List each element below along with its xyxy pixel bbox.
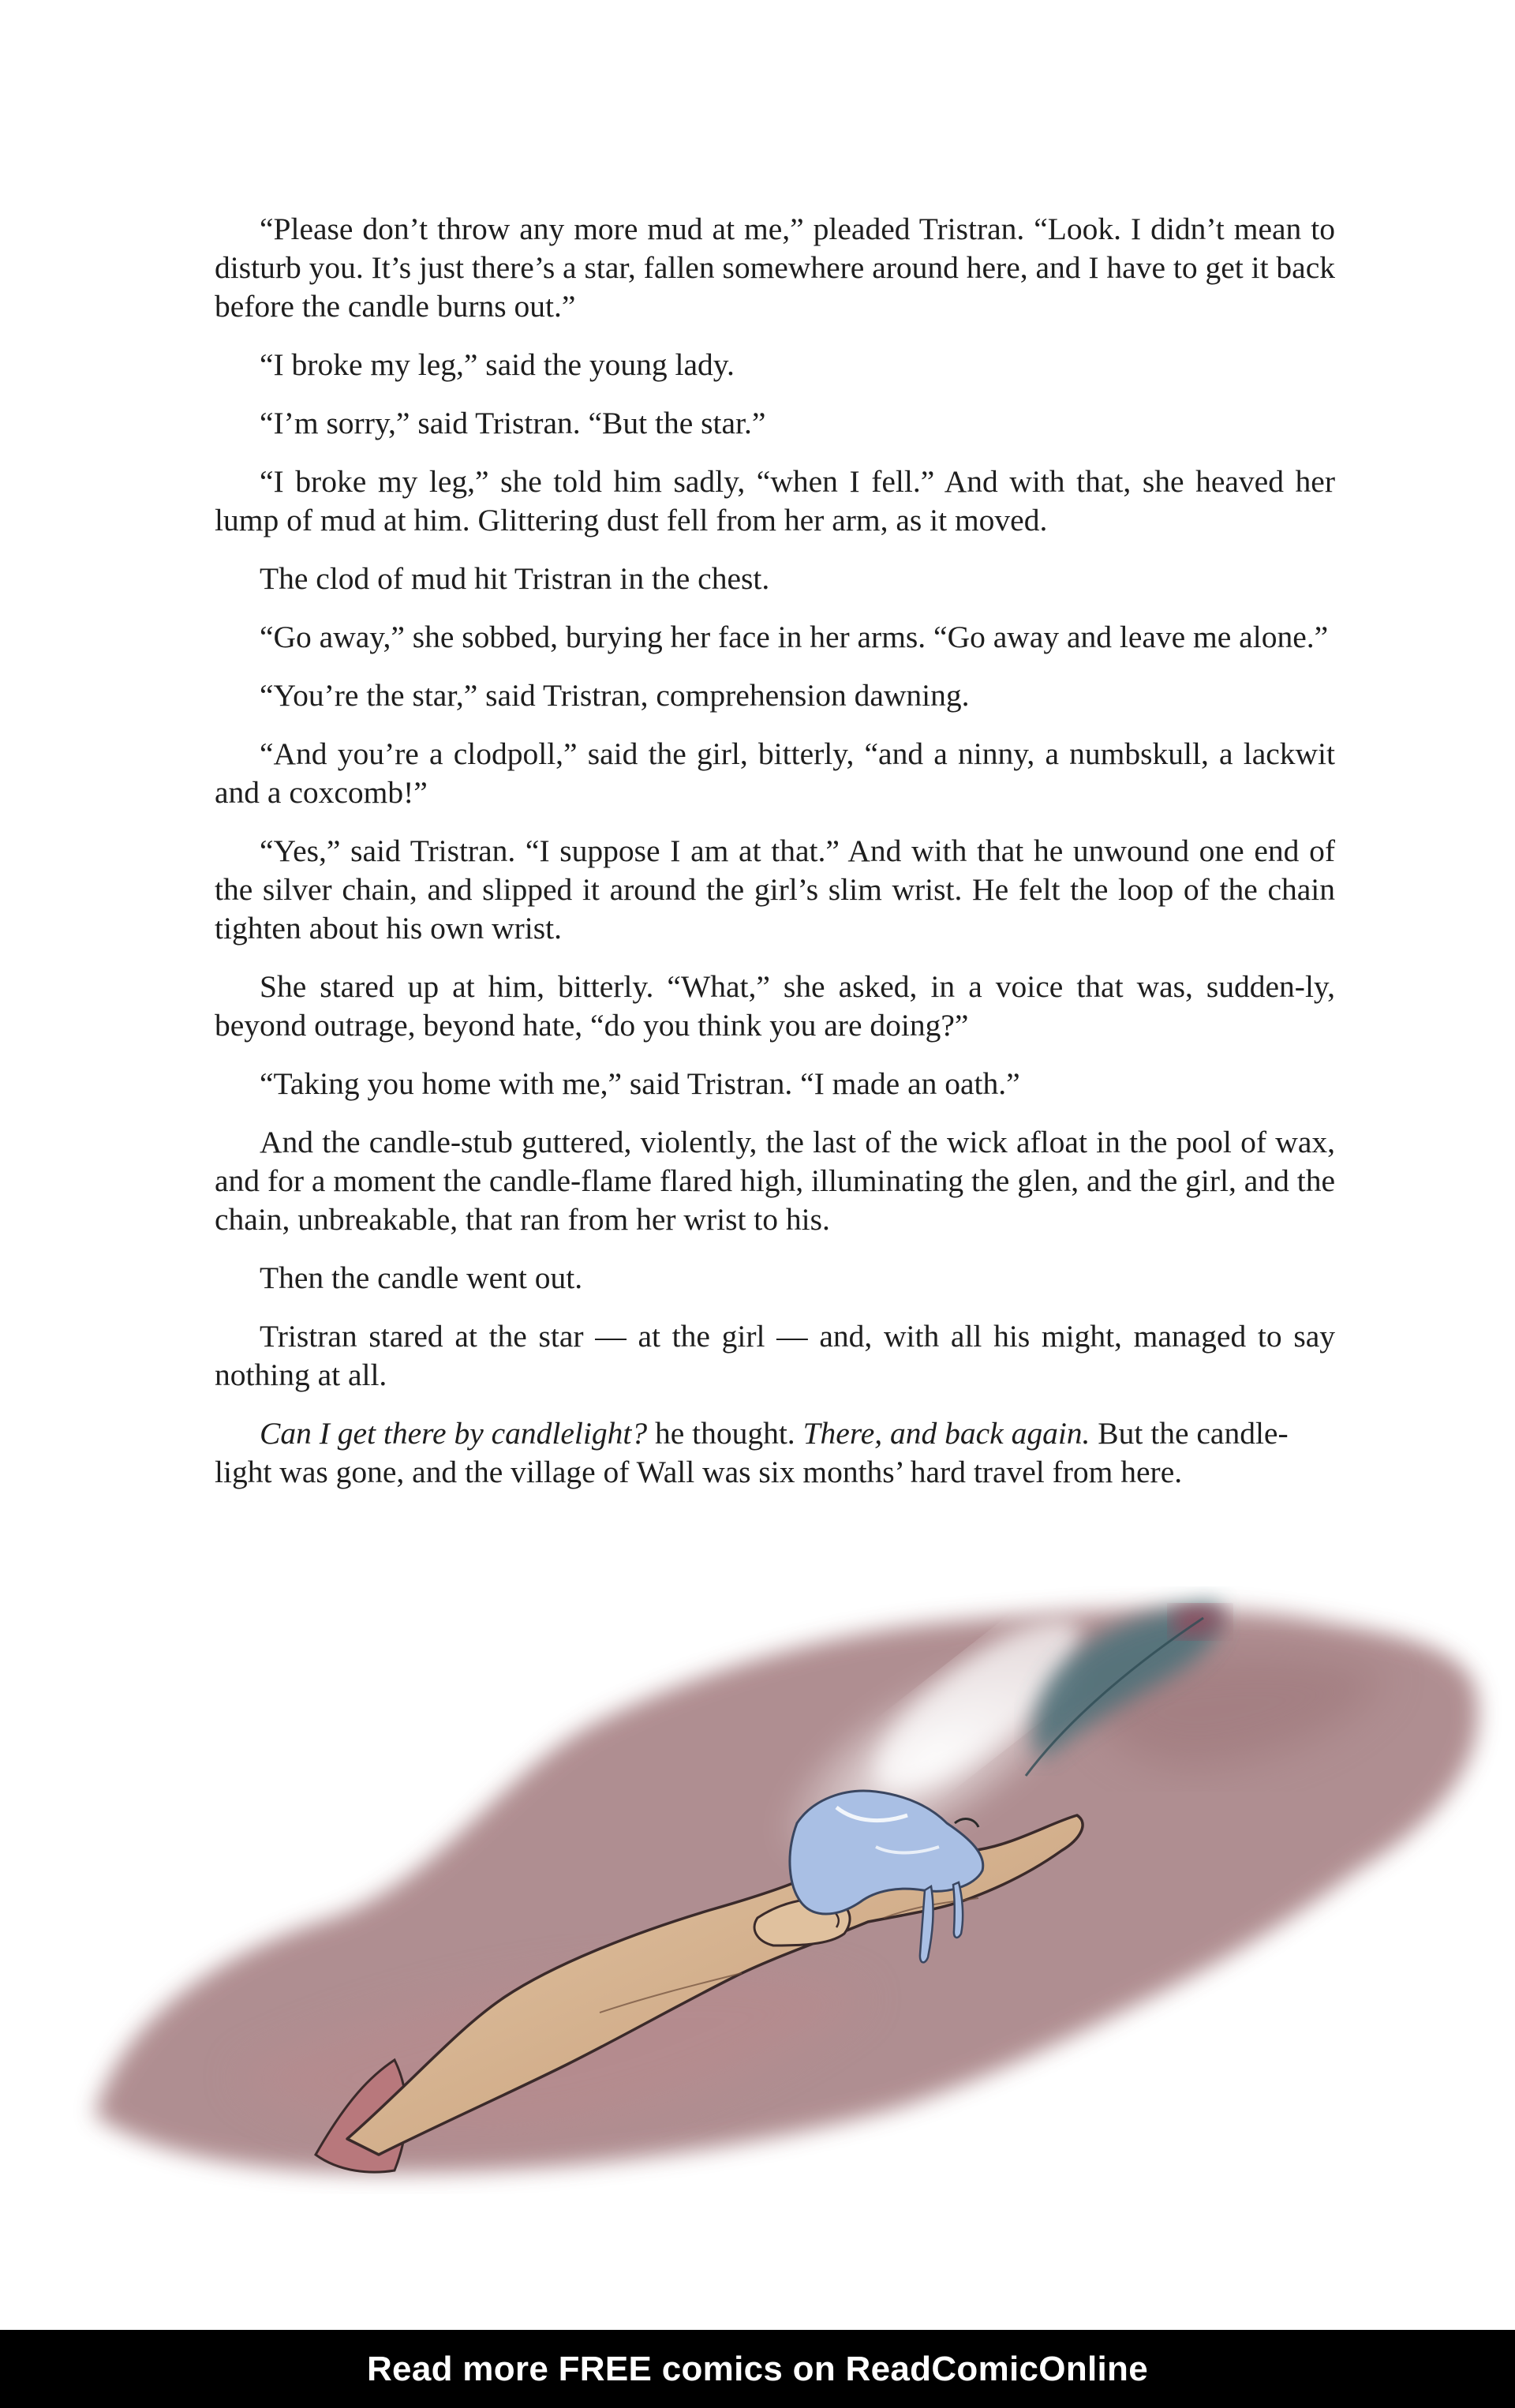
thought-italic-1: Can I get there by candlelight?	[260, 1416, 648, 1451]
footer-banner[interactable]	[0, 2330, 1515, 2408]
paragraph: Then the candle went out.	[260, 1260, 583, 1295]
paragraph: “I’m sorry,” said Tristran. “But the star.”	[260, 406, 766, 440]
paragraph: And the candle-stub guttered, violently, the last of the wick afloat in the pool of wax, and for a moment the candle-flame flared high, illuminating the glen, and the girl, and the chain, unbreakable, that ran from her wrist to his.	[215, 1125, 1335, 1237]
paragraph: “You’re the star,” said Tristran, comprehension dawning.	[260, 678, 970, 713]
hand-holding-star-illustration	[0, 1586, 1515, 2194]
story-text	[215, 210, 1335, 1511]
paragraph: The clod of mud hit Tristran in the chest.	[260, 561, 770, 596]
paragraph: “And you’re a clodpoll,” said the girl, bitterly, “and a ninny, a numbskull, a lackwit and a coxcomb!”	[215, 736, 1335, 810]
paragraph: “Please don’t throw any more mud at me,” pleaded Tristran. “Look. I didn’t mean to disturb you. It’s just there’s a star, fallen somewhere around here, and I have to get it back before the candle burns out.”	[215, 212, 1335, 324]
thought-italic-2: There, and back again.	[802, 1416, 1090, 1451]
final-text-1: he thought.	[647, 1416, 803, 1451]
paragraph: “I broke my leg,” said the young lady.	[260, 347, 735, 382]
final-text-2: But the candle-light was gone, and the village of Wall was six months’ hard travel from here.	[215, 1416, 1289, 1489]
paragraph: “Taking you home with me,” said Tristran. “I made an oath.”	[260, 1066, 1020, 1101]
paragraph: “Yes,” said Tristran. “I suppose I am at that.” And with that he unwound one end of the silver chain, and slipped it around the girl’s slim wrist. He felt the loop of the chain tighten about his own wrist.	[215, 833, 1335, 946]
final-paragraph	[215, 1414, 1335, 1492]
paragraph: “I broke my leg,” she told him sadly, “when I fell.” And with that, she heaved her lump of mud at him. Glittering dust fell from her arm, as it moved.	[215, 464, 1335, 537]
paragraph: Tristran stared at the star — at the girl — and, with all his might, managed to say nothing at all.	[215, 1319, 1335, 1392]
paragraph: She stared up at him, bitterly. “What,” she asked, in a voice that was, sudden-ly, beyond outrage, beyond hate, “do you think you are doing?”	[215, 969, 1335, 1043]
footer-link[interactable]: Read more FREE comics on ReadComicOnline	[366, 2349, 1148, 2388]
paragraph: “Go away,” she sobbed, burying her face in her arms. “Go away and leave me alone.”	[260, 620, 1329, 654]
